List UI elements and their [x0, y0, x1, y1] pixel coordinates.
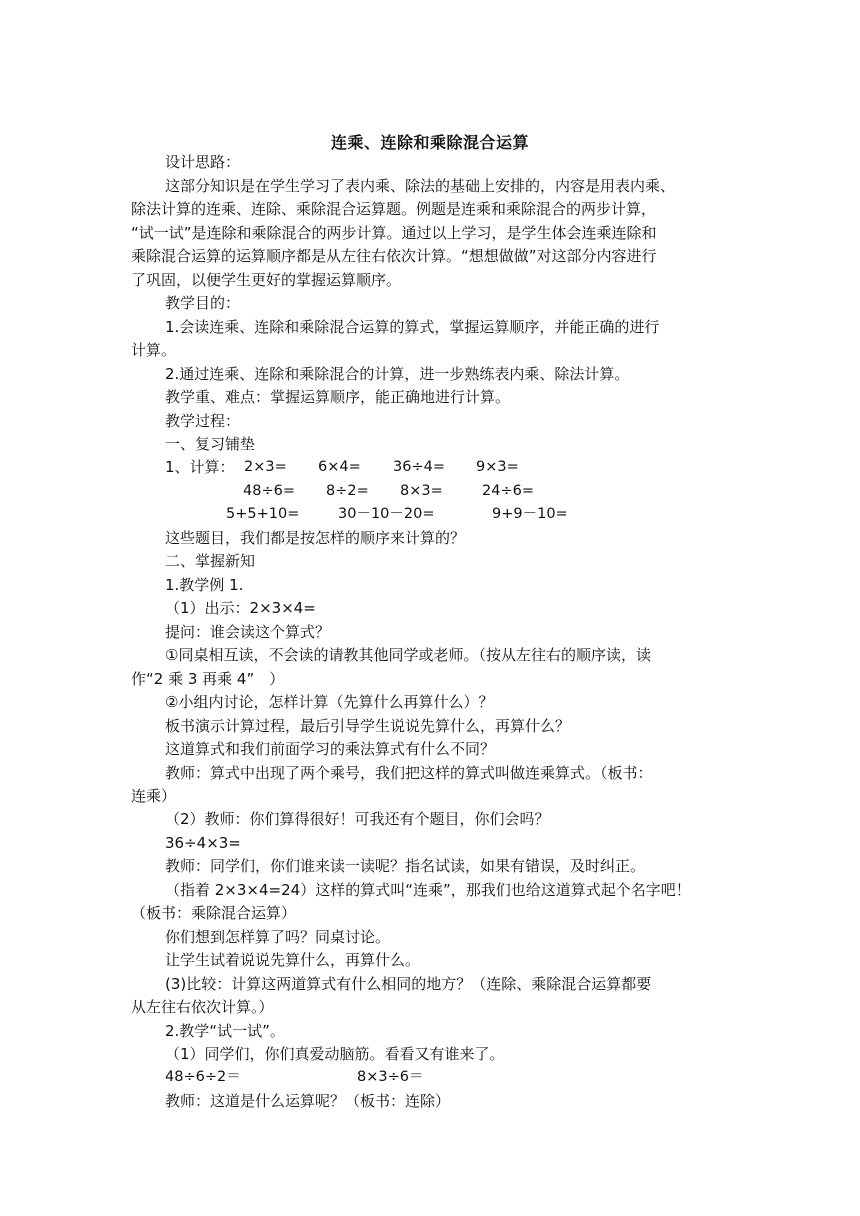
paragraph-line: 板书演示计算过程，最后引导学生说说先算什么，再算什么？ [165, 717, 571, 735]
paragraph-line: 让学生试着说说先算什么，再算什么。 [165, 951, 421, 969]
exercise-2-1: 48÷6= [243, 483, 295, 499]
paragraph-line: 这道算式和我们前面学习的乘法算式有什么不同？ [165, 740, 496, 758]
exercise-3-3: 9+9－10= [492, 506, 568, 522]
paragraph-line: 教学过程： [165, 412, 241, 430]
paragraph-line: 2.教学“试一试”。 [165, 1022, 285, 1040]
paragraph-line: ①同桌相互读，不会读的请教其他同学或老师。（按从左往右的顺序读，读 [165, 646, 651, 664]
paragraph-line: 教学重、难点：掌握运算顺序，能正确地进行计算。 [165, 388, 511, 406]
exercise-3-1: 5+5+10= [226, 506, 300, 522]
paragraph-line: 从左往右依次计算。） [131, 998, 274, 1016]
paragraph-line: 二、掌握新知 [165, 552, 256, 570]
paragraph-line: 连乘） [131, 787, 177, 805]
paragraph-line: 这部分知识是在学生学习了表内乘、除法的基础上安排的，内容是用表内乘、 [165, 177, 676, 195]
document-title: 连乘、连除和乘除混合运算 [330, 133, 529, 152]
paragraph-line: 2.通过连乘、连除和乘除混合的计算，进一步熟练表内乘、除法计算。 [165, 365, 630, 383]
paragraph-line: （1）出示：2×3×4= [165, 599, 316, 617]
paragraph-line: 乘除混合运算的运算顺序都是从左往右依次计算。“想想做做”对这部分内容进行 [131, 247, 657, 265]
paragraph-line: (3)比较：计算这两道算式有什么相同的地方？（连除、乘除混合运算都要 [165, 975, 652, 993]
paragraph-line: 教师：算式中出现了两个乘号，我们把这样的算式叫做连乘算式。（板书： [165, 764, 653, 782]
paragraph-line: 这些题目，我们都是按怎样的顺序来计算的？ [165, 529, 466, 547]
trial-exercise-1: 48÷6÷2＝ [165, 1069, 241, 1085]
paragraph-line: 计算。 [131, 341, 177, 359]
paragraph-line: 36÷4×3= [165, 834, 241, 852]
paragraph-line: 1、计算： [165, 458, 235, 476]
exercise-2-4: 24÷6= [482, 483, 534, 499]
paragraph-line: （2）教师：你们算得很好！可我还有个题目，你们会吗？ [165, 810, 550, 828]
exercise-2-2: 8÷2= [326, 483, 369, 499]
paragraph-line: ②小组内讨论，怎样计算（先算什么再算什么）？ [165, 693, 494, 711]
paragraph-line: 作“2 乘 3 再乘 4” ） [131, 670, 285, 688]
paragraph-line: （指着 2×3×4=24）这样的算式叫“连乘”，那我们也给这道算式起个名字吧！ [165, 881, 691, 899]
exercise-2-3: 8×3= [400, 483, 443, 499]
paragraph-line: 教师：这道是什么运算呢？（板书：连除） [165, 1092, 451, 1110]
paragraph-line: （1）同学们，你们真爱动脑筋。看看又有谁来了。 [165, 1045, 505, 1063]
exercise-1-3: 36÷4= [393, 459, 445, 475]
paragraph-line: 1.会读连乘、连除和乘除混合运算的算式，掌握运算顺序，并能正确的进行 [165, 318, 660, 336]
paragraph-line: 一、复习铺垫 [165, 435, 256, 453]
paragraph-line: 提问：谁会读这个算式？ [165, 623, 331, 641]
trial-exercise-2: 8×3÷6＝ [357, 1069, 424, 1085]
paragraph-line: 教师：同学们，你们谁来读一读呢？指名试读，如果有错误，及时纠正。 [165, 857, 646, 875]
paragraph-line: 除法计算的连乘、连除、乘除混合运算题。例题是连乘和乘除混合的两步计算， [131, 200, 657, 218]
exercise-1-2: 6×4= [318, 459, 361, 475]
exercise-3-2: 30－10－20= [338, 506, 435, 522]
paragraph-line: （板书：乘除混合运算） [131, 904, 297, 922]
paragraph-line: 1.教学例 1. [165, 576, 244, 594]
paragraph-line: 设计思路： [165, 153, 241, 171]
paragraph-line: 教学目的： [165, 294, 241, 312]
paragraph-line: 了巩固，以便学生更好的掌握运算顺序。 [131, 271, 402, 289]
paragraph-line: 你们想到怎样算了吗？同桌讨论。 [165, 928, 391, 946]
paragraph-line: “试一试”是连除和乘除混合的两步计算。通过以上学习，是学生体会连乘连除和 [131, 224, 657, 242]
exercise-1-1: 2×3= [244, 459, 287, 475]
exercise-1-4: 9×3= [476, 459, 519, 475]
